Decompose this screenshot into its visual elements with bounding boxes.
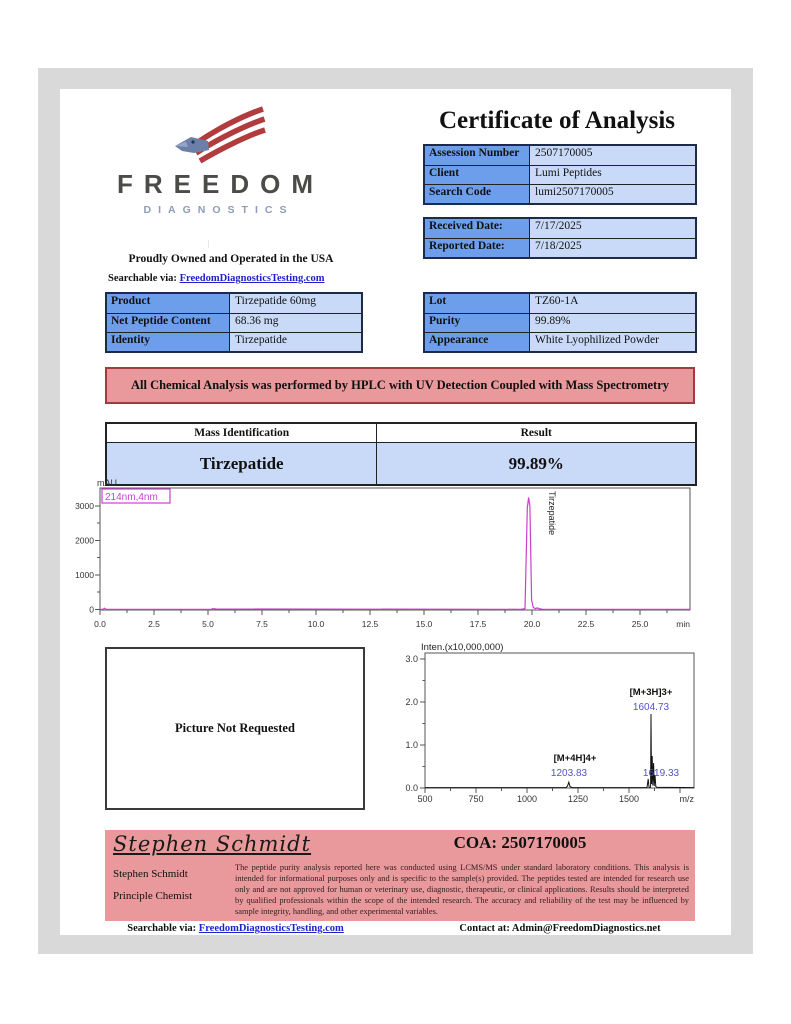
signature-script: Stephen Schmidt bbox=[113, 832, 312, 856]
hplc-chromatogram-chart bbox=[75, 478, 700, 643]
row-label: Assession Number bbox=[425, 146, 530, 165]
footer-search-link[interactable]: FreedomDiagnosticsTesting.com bbox=[198, 923, 344, 934]
row-label: Search Code bbox=[425, 185, 530, 203]
chromo-x-tick: 20.0 bbox=[523, 619, 541, 629]
table-row bbox=[107, 294, 361, 313]
mspec-peak2-value: 1604.73 bbox=[632, 702, 670, 713]
searchable-label: Searchable via: bbox=[108, 273, 177, 284]
table-row bbox=[425, 184, 695, 203]
table-row bbox=[107, 332, 361, 351]
mspec-y-tick: 3.0 bbox=[405, 654, 418, 664]
searchable-link[interactable]: FreedomDiagnosticsTesting.com bbox=[179, 273, 325, 284]
table-row bbox=[425, 332, 695, 351]
mspec-x-unit: m/z bbox=[679, 794, 694, 804]
eagle-logo-icon bbox=[165, 107, 265, 167]
mspec-peak2-label: [M+3H]3+ bbox=[629, 687, 673, 698]
table-row bbox=[425, 313, 695, 332]
row-value: 68.36 mg bbox=[230, 314, 361, 332]
mspec-y-tick: 1.0 bbox=[405, 740, 418, 750]
certificate-page bbox=[60, 89, 731, 935]
row-value: lumi2507170005 bbox=[530, 185, 695, 203]
signer-name: Stephen Schmidt bbox=[113, 868, 188, 880]
mspec-y-tick: 0.0 bbox=[405, 783, 418, 793]
row-label: Lot bbox=[425, 294, 530, 313]
row-label: Identity bbox=[107, 333, 230, 351]
row-value: Lumi Peptides bbox=[530, 166, 695, 184]
chromo-x-tick: 25.0 bbox=[631, 619, 649, 629]
chromo-x-tick: 10.0 bbox=[307, 619, 325, 629]
row-label: Appearance bbox=[425, 333, 530, 351]
row-value: 2507170005 bbox=[530, 146, 695, 165]
mspec-x-tick: 1500 bbox=[618, 794, 640, 804]
signature-block bbox=[105, 830, 695, 921]
chromo-y-tick: 3000 bbox=[75, 501, 94, 511]
row-label: Reported Date: bbox=[425, 239, 530, 257]
footer-search-label: Searchable via: bbox=[127, 923, 197, 934]
chromo-x-unit: min bbox=[676, 619, 690, 629]
header-result: Result bbox=[520, 427, 552, 439]
brand-name: FREEDOM bbox=[117, 169, 324, 199]
chromo-y-tick: 0 bbox=[89, 604, 94, 615]
chromo-y-unit: mAU bbox=[97, 478, 117, 488]
product-table bbox=[105, 292, 363, 353]
mspec-y-tick: 2.0 bbox=[405, 697, 418, 707]
chromo-x-tick: 0.0 bbox=[94, 619, 106, 629]
mspec-x-tick: 1000 bbox=[516, 794, 538, 804]
row-value: Tirzepatide bbox=[230, 333, 361, 351]
row-value: TZ60-1A bbox=[530, 294, 695, 313]
row-label: Received Date: bbox=[425, 219, 530, 238]
mspec-x-tick: 500 bbox=[417, 794, 433, 804]
chromo-x-tick: 12.5 bbox=[361, 619, 379, 629]
chromo-y-tick: 2000 bbox=[75, 535, 94, 546]
table-row bbox=[425, 219, 695, 238]
tagline: Proudly Owned and Operated in the USA bbox=[128, 253, 334, 265]
chromo-y-tick: 1000 bbox=[75, 570, 94, 580]
footer-searchable bbox=[108, 923, 363, 934]
chromo-peak-label: Tirzepatide bbox=[547, 491, 557, 536]
mspec-x-tick: 1250 bbox=[567, 794, 589, 804]
result-value: 99.89% bbox=[508, 454, 564, 473]
chromo-x-tick: 22.5 bbox=[577, 619, 595, 629]
disclaimer-text: The peptide purity analysis reported here was conducted using LCMS/MS under standard laboratory conditions. This analysis is intended for informational purposes only and is specific to the sample(s) provided. The peptides tested are intended for research use only and are not approved for human or veterinary use, diagnostic, therapeutic, or clinical applications. Results should be interpreted by qualified professionals within the scope of the intended research. The accuracy and reliability of the test may be influenced by sample integrity, handling, and other experimental variables. bbox=[235, 863, 689, 917]
row-label: Purity bbox=[425, 314, 530, 332]
brand-subname: DIAGNOSTICS bbox=[143, 204, 294, 216]
signer-role: Principle Chemist bbox=[113, 890, 193, 902]
row-value: 7/18/2025 bbox=[530, 239, 695, 257]
mspec-peak1-value: 1203.83 bbox=[550, 768, 588, 779]
sample-info-table bbox=[423, 144, 697, 205]
lot-table bbox=[423, 292, 697, 353]
table-row bbox=[107, 313, 361, 332]
mspec-peak1-label: [M+4H]4+ bbox=[553, 753, 597, 764]
mass-identification-table bbox=[105, 422, 697, 486]
mspec-peak3-value: 1619.33 bbox=[642, 768, 680, 779]
page-title: Certificate of Analysis bbox=[438, 107, 676, 134]
searchable-line bbox=[108, 273, 325, 284]
row-value: Tirzepatide 60mg bbox=[230, 294, 361, 313]
chromo-x-tick: 5.0 bbox=[202, 619, 214, 629]
chromo-channel-label: 214nm,4nm bbox=[105, 492, 158, 503]
table-row bbox=[425, 238, 695, 257]
mspec-x-tick: 750 bbox=[468, 794, 484, 804]
table-row bbox=[425, 294, 695, 313]
row-label: Client bbox=[425, 166, 530, 184]
dates-table bbox=[423, 217, 697, 259]
analysis-banner: All Chemical Analysis was performed by HPLC with UV Detection Coupled with Mass Spectrometry bbox=[105, 367, 695, 404]
chromo-x-tick: 2.5 bbox=[148, 619, 160, 629]
mass-table-header bbox=[107, 424, 695, 443]
footer-contact: Contact at: Admin@FreedomDiagnostics.net bbox=[459, 923, 661, 934]
coa-number: COA: 2507170005 bbox=[453, 833, 587, 852]
row-value: 99.89% bbox=[530, 314, 695, 332]
logo-mark: | bbox=[208, 239, 210, 248]
mass-id-value: Tirzepatide bbox=[107, 443, 377, 484]
chromo-x-tick: 15.0 bbox=[415, 619, 433, 629]
chromo-x-tick: 17.5 bbox=[469, 619, 487, 629]
mspec-title: Inten.(x10,000,000) bbox=[421, 642, 504, 653]
logo-block bbox=[85, 107, 345, 216]
table-row bbox=[425, 146, 695, 165]
header-mass-identification: Mass Identification bbox=[107, 424, 377, 442]
chromo-x-tick: 7.5 bbox=[256, 619, 268, 629]
table-row bbox=[425, 165, 695, 184]
mass-spectrum-chart bbox=[403, 639, 703, 811]
chromatogram-trace bbox=[100, 498, 690, 610]
row-label: Product bbox=[107, 294, 230, 313]
row-value: White Lyophilized Powder bbox=[530, 333, 695, 351]
row-label: Net Peptide Content bbox=[107, 314, 230, 332]
row-value: 7/17/2025 bbox=[530, 219, 695, 238]
picture-box: Picture Not Requested bbox=[105, 647, 365, 810]
